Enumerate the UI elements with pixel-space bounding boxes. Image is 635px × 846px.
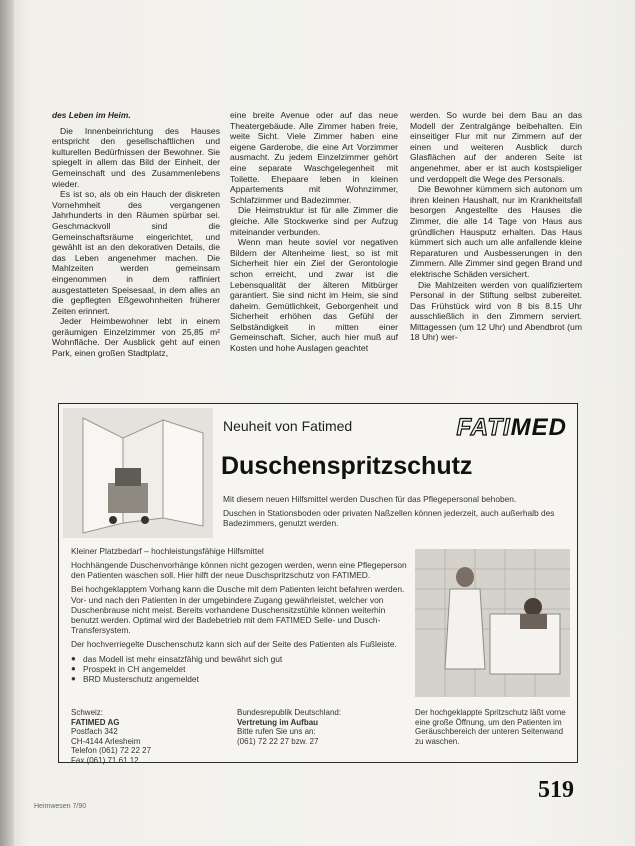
photo-caption: Der hochgeklappte Spritzschutz läßt vorne eine große Öffnung, um den Patienten im Geräuschbereich der unteren Seitenwand zu waschen. <box>415 708 566 746</box>
paragraph: werden. So wurde bei dem Bau an das Modell der Zentralgänge beibehalten. Ein einseitiger Flur mit nur Zimmern auf der einen und weiteren Ausblick durch Glasflächen auf der anderen Seite ist angenehmer, aber er ist auch kostspieliger und verdoppelt die Wege des Personals. <box>410 110 582 184</box>
paragraph: Es ist so, als ob ein Hauch der diskreten Vornehmheit des vergangenen Jahrhunderts in den Räumen spürbar sei. Geschmackvoll sind die Gemeinschaftsräume eingerichtet, und gewählt ist an den dekorativen Details, die das Leben angenehmer machen. Die Mahlzeiten werden gemeinsam eingenommen in dem raffiniert ausgestatteten Speisesaal, in dem alles an die gepflegten Eßgewohnheiten früherer Zeiten erinnert. <box>52 189 220 316</box>
fatimed-logo <box>456 414 567 442</box>
shower-guard-illustration <box>63 408 213 538</box>
distributor-germany <box>237 708 407 746</box>
address-line: Postfach 342 <box>71 727 118 737</box>
intro-paragraph: Mit diesem neuen Hilfsmittel werden Duschen für das Pflegepersonal behoben. <box>223 494 517 504</box>
feature-item: ● BRD Musterschutz angemeldet <box>71 674 411 684</box>
product-photo-in-use <box>415 549 570 697</box>
product-photo-shower-guard <box>63 408 213 538</box>
section-heading: des Leben im Heim. <box>52 110 131 120</box>
distributor-switzerland <box>71 708 221 766</box>
fatimed-advertisement <box>58 403 578 763</box>
article-column-1 <box>52 110 220 359</box>
logo-outline-text: FATI <box>456 414 511 441</box>
ad-intro <box>223 494 563 532</box>
feature-item: ● Prospekt in CH angemeldet <box>71 664 411 674</box>
page-number: 519 <box>538 777 574 803</box>
nurse-with-patient-illustration <box>415 549 570 697</box>
paragraph: Die Heimstruktur ist für alle Zimmer die gleiche. Alle Stockwerke sind per Aufzug miteinander verbunden. <box>230 205 398 237</box>
article-column-2 <box>230 110 398 354</box>
body-paragraph: Bei hochgeklapptem Vorhang kann die Dusche mit dem Patienten leicht befahren werden. Vor- und nach den Patienten in der umgebindere Zugang gewährleistet, welcher von Duschenbrause nicht meist. Bereits vorhandene Duschensitzstühle können weiterhin benutzt werden. Optimal wird der Badebetrieb mit dem FATIMED Selle- und Dusch-Transfersystem. <box>71 584 405 636</box>
region-label: Schweiz: <box>71 708 104 717</box>
company-name: FATIMED AG <box>71 717 120 727</box>
body-paragraph: Der hochverriegelte Duschenschutz kann sich auf der Seite des Patienten als Fußleiste. <box>71 639 397 650</box>
paragraph: Die Innenbeinrichtung des Hauses entspricht den gesellschaftlichen und kulturellen Bedürfnissen der Bewohner. Sie spiegelt in allem das Bild der Einheit, der Gemeinschaft und des Zusammenlebens wieder. <box>52 125 220 189</box>
body-paragraph: Hochhängende Duschenvorhänge können nicht gezogen werden, wenn eine Pflegeperson den Patienten waschen soll. Hier hilft der neue Duschspritzschutz von FATIMED. <box>71 560 407 581</box>
feature-list <box>71 654 411 685</box>
ad-body <box>71 560 411 684</box>
logo-solid-text: MED <box>510 414 567 441</box>
paragraph: Wenn man heute soviel vor negativen Bildern der Altenheime liest, so ist mit Sicherheit hier ein Ziel der Gerontologie schon erreicht, und zwar ist die Lebensqualität der älteren Mitbürger garantiert. Sie sind nicht im Heim, sie sind daheim. Gemütlichkeit, Geborgenheit und Sicherheit erhöhen das Gefühl der Selbständigkeit in mitten einer Gemeinschaft. Sicher, auch hier muß auf Kosten und hohe Auslagen geachtet <box>230 237 398 354</box>
intro-paragraph: Duschen in Stationsboden oder privaten Naßzellen können jederzeit, auch außerhalb des Badezimmers, genutzt werden. <box>223 507 555 528</box>
issue-reference: Heimwesen 7/90 <box>34 803 87 810</box>
phone-number: Telefon (061) 72 22 27 <box>71 746 152 756</box>
ad-subtitle: Kleiner Platzbedarf – hochleistungsfähige Hilfsmittel <box>71 546 264 556</box>
status-line: Vertretung im Aufbau <box>237 717 319 727</box>
ad-title: Duschenspritzschutz <box>221 452 473 480</box>
fax-number: Fax (061) 71 61 12 <box>71 755 139 765</box>
contact-line: Bitte rufen Sie uns an: <box>237 727 316 737</box>
page-binding-shadow <box>0 0 14 846</box>
paragraph: Die Bewohner kümmern sich autonom um ihren kleinen Haushalt, nur im Krankheitsfall besorgen Angestellte des Hauses die Zimmer, die alle 14 Tage von Haus aus gründlichen Hausputz erhalten. Das Haus kümmert sich auch um alle anfallende kleine Reparaturen und Ausbesserungen in den Zimmern. Alle Zimmer sind gegen Brand und elektrische Schäden versichert. <box>410 184 582 279</box>
feature-item: ● das Modell ist mehr einsatzfähig und bewährt sich gut <box>71 654 411 664</box>
ad-kicker: Neuheit von Fatimed <box>223 418 353 434</box>
phone-number: (061) 72 22 27 bzw. 27 <box>237 736 319 746</box>
paragraph: eine breite Avenue oder auf das neue Theatergebäude. Alle Zimmer haben freie, weite Sicht. Viele Zimmer haben eine eigene Garderobe, die eine Art Vorzimmer ausmacht. Zu jedem Einzelzimmer gehört eine separate Waschgelegenheit mit Toilette. Ehepaare leben in kleinen Appartements mit Wohnzimmer, Schlafzimmer und Badezimmer. <box>230 110 398 205</box>
address-line: CH-4144 Arlesheim <box>71 736 141 746</box>
paragraph: Jeder Heimbewohner lebt in einem geräumigen Einzelzimmer von 25,85 m² Wohnfläche. Der Ausblick geht auf einen Park, einen großen Stadtplatz, <box>52 316 220 359</box>
article-column-3 <box>410 110 582 343</box>
region-label: Bundesrepublik Deutschland: <box>237 708 342 717</box>
paragraph: Die Mahlzeiten werden von qualifiziertem Personal in der Stiftung selbst zubereitet. Das Frühstück wird von 8 bis 8.15 Uhr ausschließlich in den Zimmern serviert. Mittagessen (um 12 Uhr) und Abendbrot (um 18 Uhr) wer- <box>410 279 582 343</box>
